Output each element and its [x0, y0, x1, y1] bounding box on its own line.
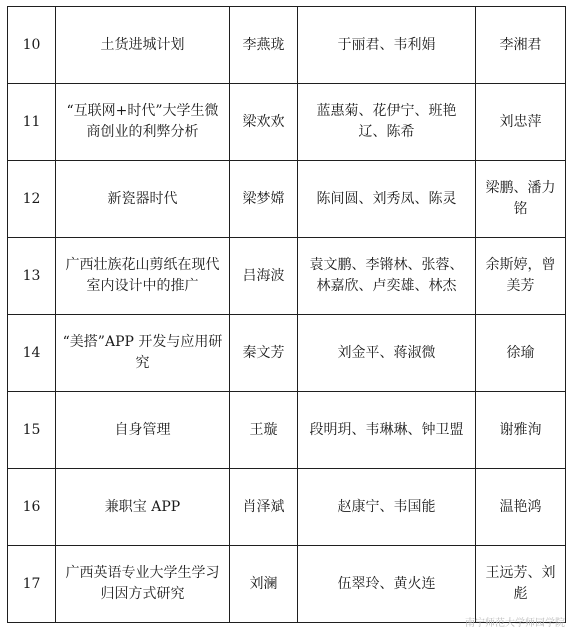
project-leader: 刘澜 — [230, 546, 298, 623]
project-title: 自身管理 — [56, 392, 230, 469]
project-title: 兼职宝 APP — [56, 469, 230, 546]
table-row — [8, 7, 566, 84]
project-leader: 王璇 — [230, 392, 298, 469]
project-members: 蓝惠菊、花伊宁、班艳辽、陈希 — [298, 84, 476, 161]
project-leader: 吕海波 — [230, 238, 298, 315]
table-row — [8, 238, 566, 315]
project-title: 广西英语专业大学生学习归因方式研究 — [56, 546, 230, 623]
row-number: 12 — [8, 161, 56, 238]
project-advisor: 温艳鸿 — [476, 469, 566, 546]
project-leader: 李燕珑 — [230, 7, 298, 84]
project-leader: 梁梦嫦 — [230, 161, 298, 238]
project-title: 广西壮族花山剪纸在现代室内设计中的推广 — [56, 238, 230, 315]
project-leader: 肖泽斌 — [230, 469, 298, 546]
row-number: 15 — [8, 392, 56, 469]
row-number: 10 — [8, 7, 56, 84]
project-title: 新瓷器时代 — [56, 161, 230, 238]
project-members: 段明玥、韦琳琳、钟卫盟 — [298, 392, 476, 469]
project-advisor: 李湘君 — [476, 7, 566, 84]
table-row — [8, 315, 566, 392]
project-leader: 梁欢欢 — [230, 84, 298, 161]
project-leader: 秦文芳 — [230, 315, 298, 392]
project-advisor: 王远芳、刘彪 — [476, 546, 566, 623]
project-advisor: 谢雅洵 — [476, 392, 566, 469]
row-number: 16 — [8, 469, 56, 546]
project-members: 伍翠玲、黄火连 — [298, 546, 476, 623]
project-members: 刘金平、蒋淑微 — [298, 315, 476, 392]
table-row — [8, 392, 566, 469]
project-members: 赵康宁、韦国能 — [298, 469, 476, 546]
projects-table — [7, 6, 566, 623]
table-row — [8, 469, 566, 546]
row-number: 17 — [8, 546, 56, 623]
project-members: 陈间圆、刘秀凤、陈灵 — [298, 161, 476, 238]
project-title: “互联网+时代”大学生微商创业的利弊分析 — [56, 84, 230, 161]
watermark: 南宁师范大学师园学院 — [465, 618, 565, 629]
row-number: 14 — [8, 315, 56, 392]
project-members: 于丽君、韦利娟 — [298, 7, 476, 84]
project-advisor: 梁鹏、潘力铭 — [476, 161, 566, 238]
project-advisor: 徐瑜 — [476, 315, 566, 392]
row-number: 11 — [8, 84, 56, 161]
project-advisor: 余斯婷，曾美芳 — [476, 238, 566, 315]
project-title: “美搭”APP 开发与应用研究 — [56, 315, 230, 392]
project-members: 袁文鹏、李锵林、张蓉、林嘉欣、卢奕雄、林杰 — [298, 238, 476, 315]
table-row — [8, 546, 566, 623]
row-number: 13 — [8, 238, 56, 315]
project-title: 土货进城计划 — [56, 7, 230, 84]
table-row — [8, 161, 566, 238]
project-advisor: 刘忠萍 — [476, 84, 566, 161]
table-row — [8, 84, 566, 161]
